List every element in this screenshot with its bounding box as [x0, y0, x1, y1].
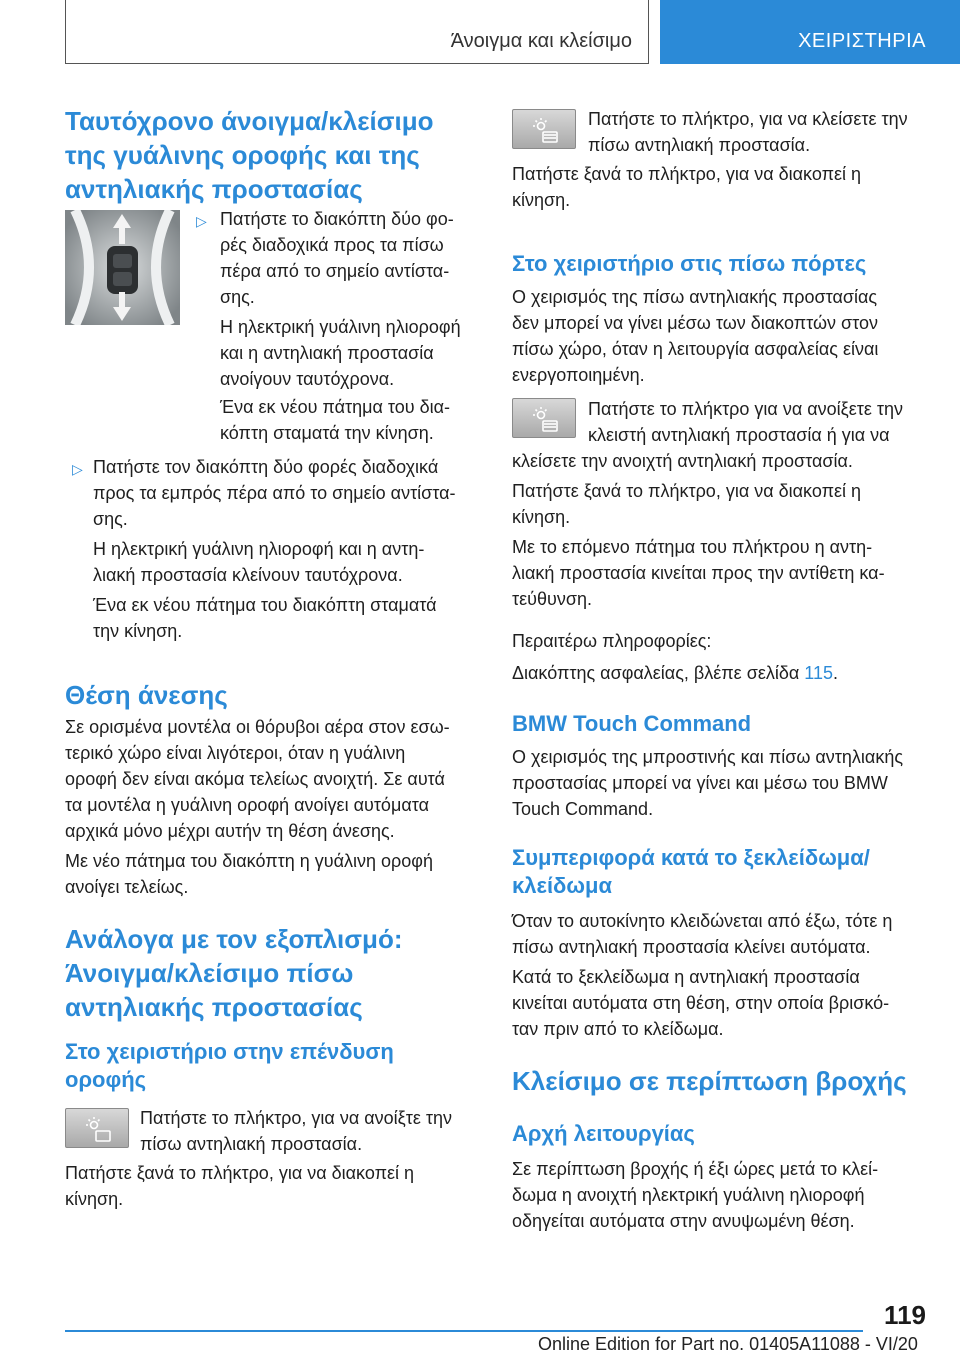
footer-edition: Online Edition for Part no. 01405A11088 - VI/20	[538, 1334, 918, 1354]
step2-text: Πατήστε τον διακόπτη δύο φορές διαδοχικά προς τα εμπρός πέρα από το σημείο αντίστα- σης.	[93, 457, 456, 529]
step2-result1: Η ηλεκτρική γυάλινη ηλιοροφή και η αντη- λιακή προστασία κλείνουν ταυτόχρονα.	[93, 539, 425, 585]
close-text: Πατήστε το πλήκτρο, για να κλείσετε την πίσω αντηλιακή προστασία.	[588, 109, 908, 155]
step1-result2: Ένα εκ νέου πάτημα του δια- κόπτη σταματά την κίνηση.	[220, 397, 451, 443]
header-chapter-tab[interactable]	[660, 0, 960, 64]
subheading-unlock-lock: Συμπεριφορά κατά το ξεκλείδωμα/ κλείδωμα	[512, 845, 870, 898]
roof-switch-icon	[65, 210, 180, 325]
footer-divider	[65, 1330, 863, 1332]
door-sunblind-icon	[513, 399, 577, 439]
header-frame	[65, 0, 649, 64]
header-chapter-label: ΧΕΙΡΙΣΤΗΡΙΑ	[798, 30, 926, 52]
heading-simultaneous: Ταυτόχρονο άνοιγμα/κλείσιμο της γυάλινης οροφής και της αντηλιακής προστασίας	[65, 106, 434, 204]
heading-rain-close: Κλείσιμο σε περίπτωση βροχής	[512, 1066, 907, 1096]
sunblind-icon	[66, 1109, 130, 1149]
sunblind-close-icon	[513, 110, 577, 150]
lock-paragraph2: Κατά το ξεκλείδωμα η αντηλιακή προστασία κινείται αυτόματα στη θέση, στην οποία βρισκό- ταν πριν από το κλείδωμα.	[512, 967, 890, 1039]
subheading-principle: Αρχή λειτουργίας	[512, 1121, 695, 1146]
step-arrow-icon: ▷	[72, 461, 83, 477]
door-paragraph2b: κλείσετε την ανοιχτή αντηλιακή προστασία.	[512, 451, 853, 471]
comfort-paragraph1: Σε ορισμένα μοντέλα οι θόρυβοι αέρα στον εσω- τερικό χώρο είναι λιγότεροι, όταν η γυάλινη οροφή δεν είναι ακόμα τελείως ανοιχτή. Σε αυτά τα μοντέλα η γυάλινη οροφή ανοίγει αυτόματα αρχικά μόνο μέχρι αυτήν τη θέση άνεσης.	[65, 717, 450, 841]
door-sunblind-button[interactable]	[512, 398, 576, 438]
rain-paragraph: Σε περίπτωση βροχής ή έξι ώρες μετά το κλεί- δωμα η ανοιχτή ηλεκτρική γυάλινη ηλιοροφή οδηγείται αυτόματα στην ανυψωμένη θέση.	[512, 1159, 879, 1231]
roof-open-text: Πατήστε το πλήκτρο, για να ανοίξτε την πίσω αντηλιακή προστασία.	[140, 1108, 452, 1154]
roof-switch-image	[65, 210, 180, 325]
comfort-paragraph2: Με νέο πάτημα του διακόπτη η γυάλινη οροφή ανοίγει τελείως.	[65, 851, 433, 897]
page-link[interactable]: 115	[804, 663, 833, 683]
close-stop-text: Πατήστε ξανά το πλήκτρο, για να διακοπεί η κίνηση.	[512, 164, 862, 210]
heading-touch-command: BMW Touch Command	[512, 711, 752, 736]
door-paragraph1: Ο χειρισμός της πίσω αντηλιακής προστασίας δεν μπορεί να γίνει μέσω των διακοπτών στον πίσω χώρο, όταν η λειτουργία ασφαλείας είναι ενεργοποιημένη.	[512, 287, 879, 385]
step1-result1: Η ηλεκτρική γυάλινη ηλιοροφή και η αντηλιακή προστασία ανοίγουν ταυτόχρονα.	[220, 317, 461, 389]
sunblind-close-button[interactable]	[512, 109, 576, 149]
subheading-roof-panel: Στο χειριστήριο στην επένδυση οροφής	[65, 1039, 394, 1092]
door-paragraph4: Με το επόμενο πάτημα του πλήκτρου η αντη- λιακή προστασία κινείται προς την αντίθετη κα- τεύθυνση.	[512, 537, 885, 609]
door-paragraph3: Πατήστε ξανά το πλήκτρο, για να διακοπεί η κίνηση.	[512, 481, 862, 527]
step2-result2: Ένα εκ νέου πάτημα του διακόπτη σταματά την κίνηση.	[93, 595, 437, 641]
heading-comfort: Θέση άνεσης	[65, 680, 228, 710]
roof-stop-text: Πατήστε ξανά το πλήκτρο, για να διακοπεί η κίνηση.	[65, 1163, 415, 1209]
heading-rear-sunblind: Ανάλογα με τον εξοπλισμό: Άνοιγμα/κλείσιμο πίσω αντηλιακής προστασίας	[65, 924, 403, 1022]
more-info-label: Περαιτέρω πληροφορίες:	[512, 631, 712, 651]
touch-paragraph: Ο χειρισμός της μπροστινής και πίσω αντηλιακής προστασίας μπορεί να γίνει και μέσω του BMW Touch Command.	[512, 747, 904, 819]
subheading-rear-doors: Στο χειριστήριο στις πίσω πόρτες	[512, 251, 867, 276]
lock-paragraph1: Όταν το αυτοκίνητο κλειδώνεται από έξω, τότε η πίσω αντηλιακή προστασία κλείνει αυτόματα.	[512, 911, 893, 957]
sunblind-open-button[interactable]	[65, 1108, 129, 1148]
step-arrow-icon: ▷	[196, 213, 207, 229]
door-paragraph2: Πατήστε το πλήκτρο για να ανοίξετε την κλειστή αντηλιακή προστασία ή για να	[588, 399, 903, 445]
step1-text: Πατήστε το διακόπτη δύο φο- ρές διαδοχικά προς τα πίσω πέρα από το σημείο αντίστα- σης.	[220, 209, 454, 307]
page-number: 119	[884, 1300, 926, 1330]
header-section-title: Άνοιγμα και κλείσιμο	[450, 30, 632, 52]
safety-switch-ref: Διακόπτης ασφαλείας, βλέπε σελίδα 115.	[512, 663, 838, 683]
